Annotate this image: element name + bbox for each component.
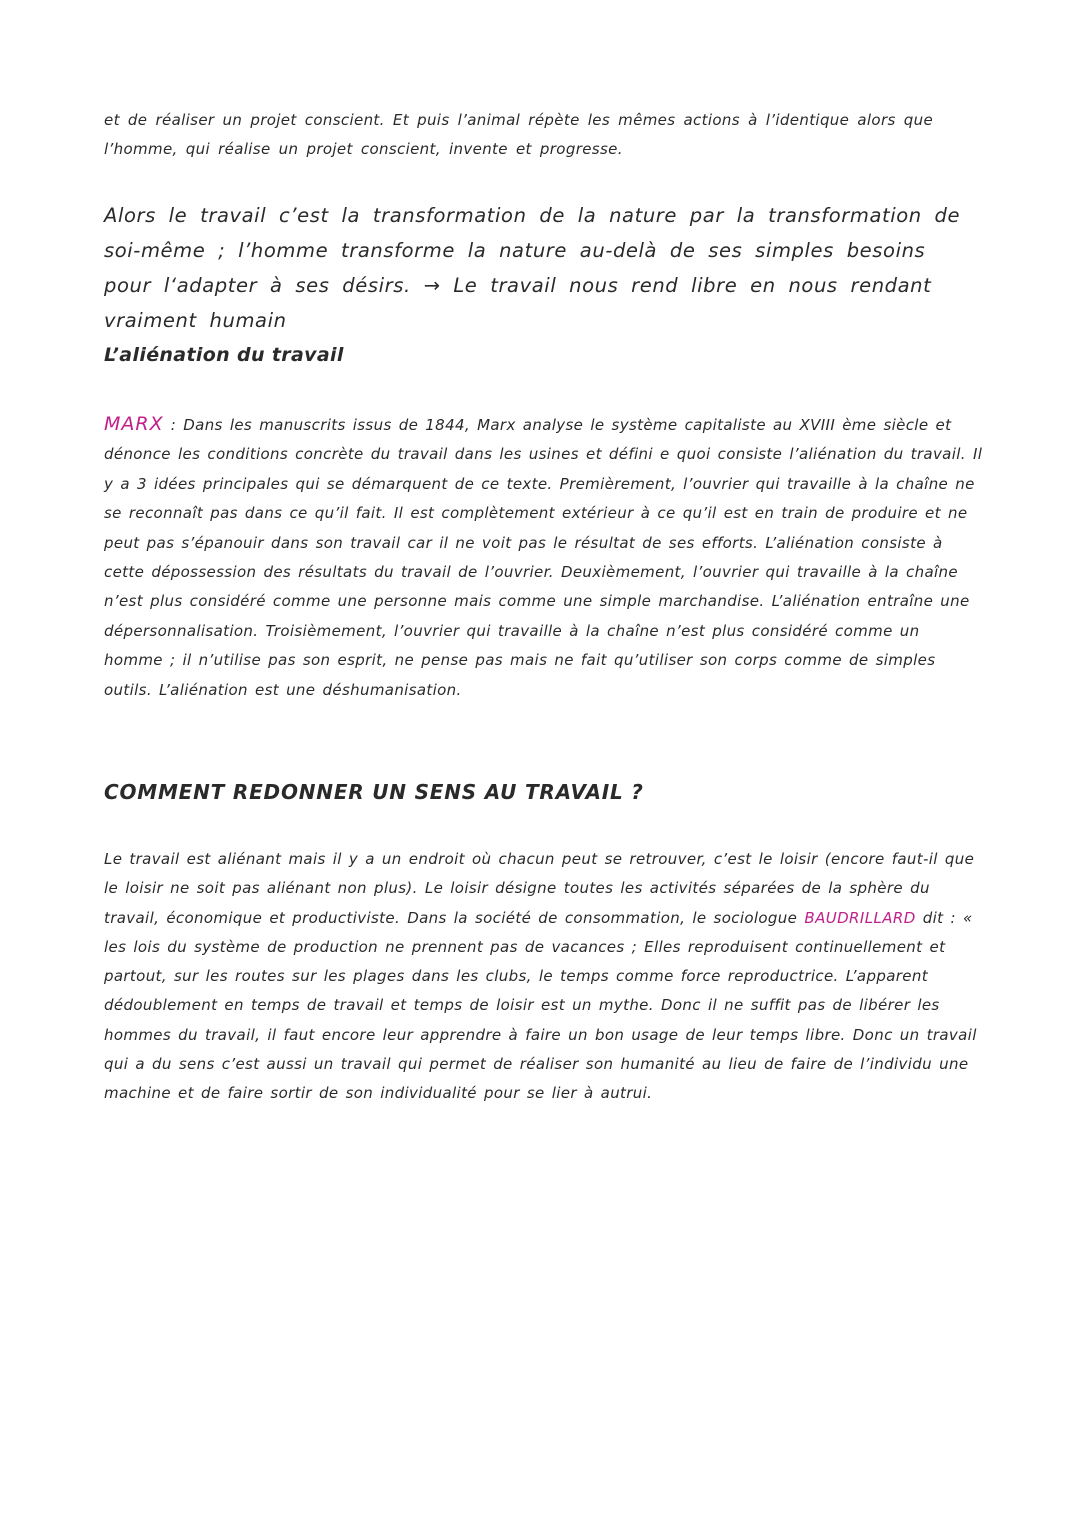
philosopher-name-marx: MARX <box>104 413 164 435</box>
heading-sens: COMMENT REDONNER UN SENS AU TRAVAIL ? <box>104 780 644 804</box>
marx-text: : Dans les manuscrits issus de 1844, Marx analyse le système capitaliste au XVIII ème siècle et dénonce les conditions concrète du travail dans les usines et défini e quoi consiste l’aliénation du travail. Il y a 3 idées principales qui se démarquent de ce texte. Premièrement, l’ouvrier qui travaille à la chaîne ne se reconnaît pas dans ce qu’il fait. Il est complètement extérieur à ce qu’il est en train de produire et ne peut pas s’épanouir dans son travail car il ne voit pas le résultat de ses efforts. L’aliénation consiste à cette dépossession des résultats du travail de l’ouvrier. Deuxièmement, l’ouvrier qui travaille à la chaîne n’est plus considéré comme une personne mais comme une simple marchandise. L’aliénation entraîne une dépersonnalisation. Troisièmement, l’ouvrier qui travaille à la chaîne n’est plus considéré comme un homme ; il n’utilise pas son esprit, ne pense pas mais ne fait qu’utiliser son corps comme de simples outils. L’aliénation est une déshumanisation. <box>104 416 983 699</box>
paragraph-definition: Alors le travail c’est la transformation de la nature par la transformation de soi-même ; l’homme transforme la nature au-delà de ses simples besoins pour l‘adapter à ses désirs. → Le travail nous rend libre en nous rendant vraiment humain <box>104 204 961 332</box>
baudrillard-text-before: Le travail est aliénant mais il y a un endroit où chacun peut se retrouver, c’est le loisir (encore faut-il que le loisir ne soit pas aliénant non plus). Le loisir désigne toutes les activités séparées de la sphère du travail, économique et productiviste. Dans la société de consommation, le sociologue <box>104 850 975 927</box>
philosopher-name-baudrillard: BAUDRILLARD <box>804 908 916 927</box>
paragraph-marx <box>104 410 984 705</box>
paragraph-intro: et de réaliser un projet conscient. Et puis l’animal répète les mêmes actions à l’identique alors que l’homme, qui réalise un projet conscient, invente et progresse. <box>104 111 934 158</box>
paragraph-baudrillard <box>104 845 984 1109</box>
baudrillard-text-after: dit : « les lois du système de production ne prennent pas de vacances ; Elles reproduisent continuellement et partout, sur les routes sur les plages dans les clubs, le temps comme force reproductrice. L’apparent dédoublement en temps de travail et temps de loisir est un mythe. Donc il ne suffit pas de libérer les hommes du travail, il faut encore leur apprendre à faire un bon usage de leur temps libre. Donc un travail qui a du sens c’est aussi un travail qui permet de réaliser son humanité au lieu de faire de l’individu une machine et de faire sortir de son individualité pour se lier à autrui. <box>104 908 977 1103</box>
heading-alienation: L’aliénation du travail <box>104 344 344 366</box>
